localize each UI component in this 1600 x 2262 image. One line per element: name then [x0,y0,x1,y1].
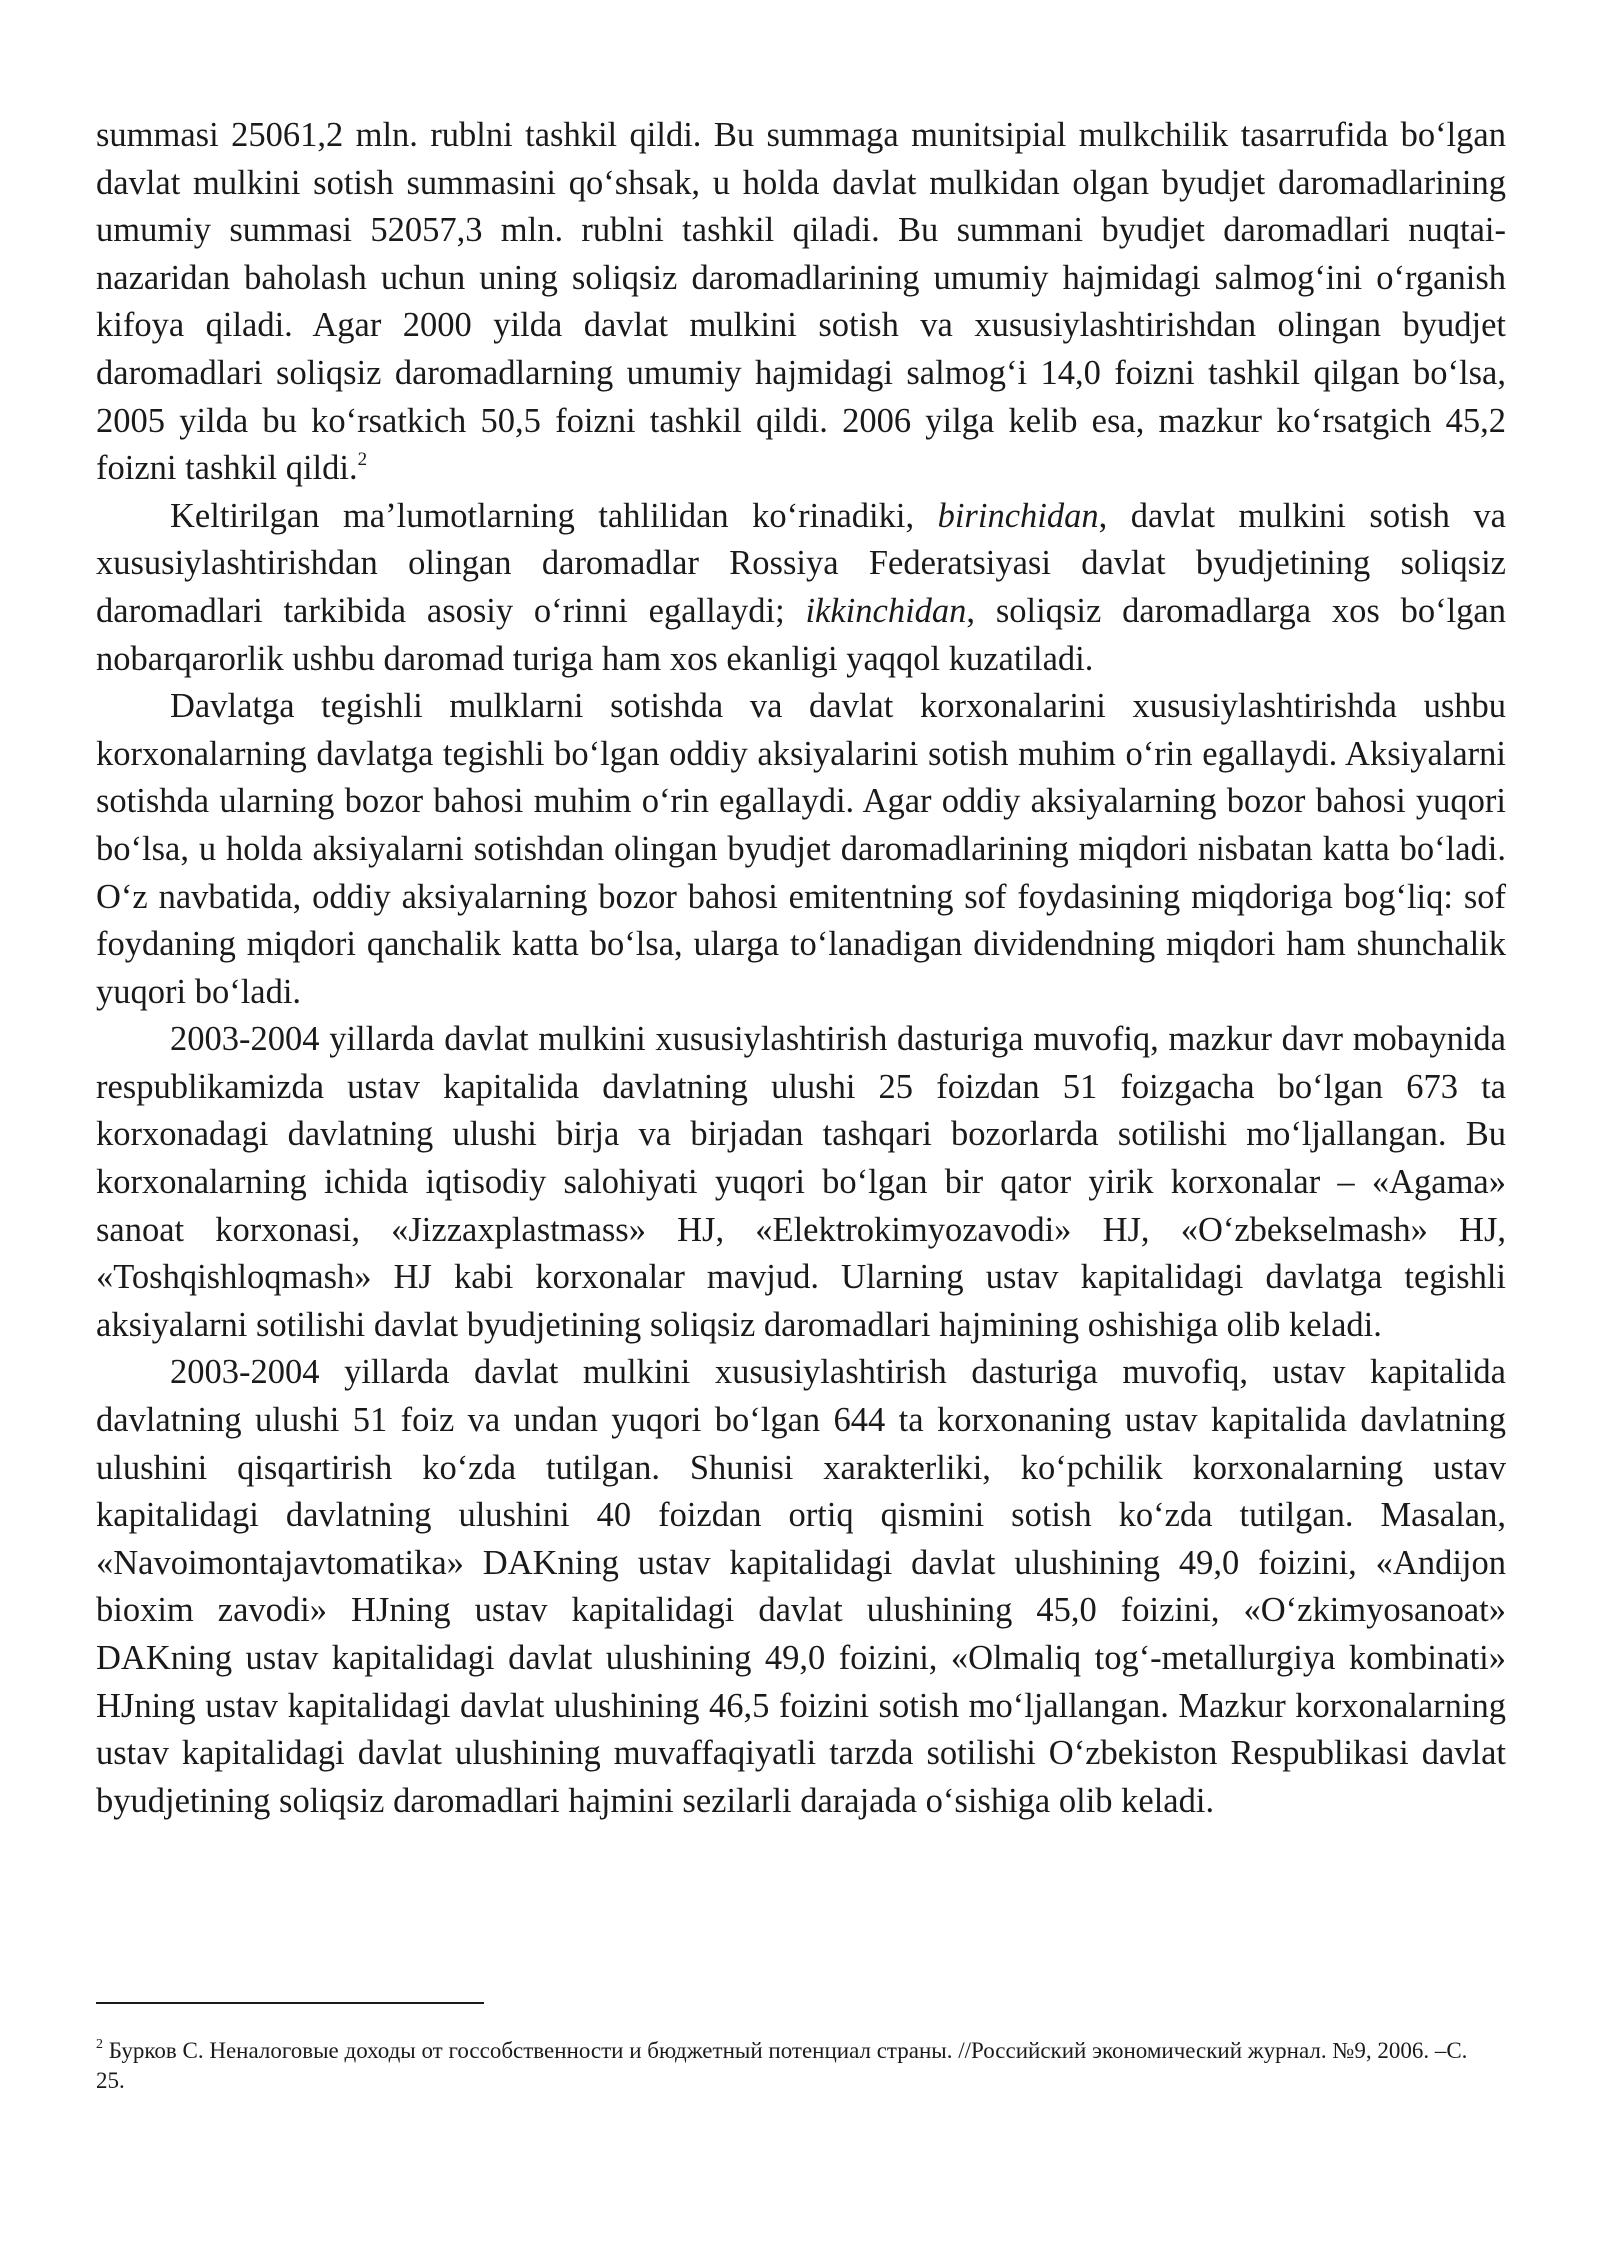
paragraph-2 [96,493,1506,683]
paragraph-2-emphasis-first: birinchidan [937,496,1099,535]
footnote-reference[interactable]: 2 [357,448,368,470]
footnote-number: 2 [96,2037,103,2053]
paragraph-2-text-c: , davlat mulkini sotish va xususiylashtirishdan olingan daromadlar Rossiya Federatsiyasi davlat byudjetining soliqsiz daromadlari tarkibida asosiy oʻrinni egallaydi; [96,496,1506,630]
footnote [96,2036,1496,2096]
document-body [96,112,1506,1825]
footnote-separator [96,2002,484,2004]
paragraph-5: 2003-2004 yillarda davlat mulkini xususiylashtirish dasturiga muvofiq, ustav kapitalida davlatning ulushi 51 foiz va undan yuqori boʻlgan 644 ta korxonaning ustav kapitalida davlatning ulushini qisqartirish koʻzda tutilgan. Shunisi xarakterliki, koʻpchilik korxonalarning ustav kapitalidagi davlatning ulushini 40 foizdan ortiq qismini sotish koʻzda tutilgan. Masalan, «Navoimontajavtomatika» DAKning ustav kapitalidagi davlat ulushining 49,0 foizini, «Andijon bioxim zavodi» HJning ustav kapitalidagi davlat ulushining 45,0 foizini, «Oʻzkimyosanoat» DAKning ustav kapitalidagi davlat ulushining 49,0 foizini, «Olmaliq togʻ-metallurgiya kombinati» HJning ustav kapitalidagi davlat ulushining 46,5 foizini sotish moʻljallangan. Mazkur korxonalarning ustav kapitalidagi davlat ulushining muvaffaqiyatli tarzda sotilishi Oʻzbekiston Respublikasi davlat byudjetining soliqsiz daromadlari hajmini sezilarli darajada oʻsishiga olib keladi. [96,1353,1506,1820]
paragraph-1-text: summasi 25061,2 mln. rublni tashkil qildi. Bu summaga munitsipial mulkchilik tasarrufida boʻlgan davlat mulkini sotish summasini qoʻshsak, u holda davlat mulkidan olgan byudjet daromadlarining umumiy summasi 52057,3 mln. rublni tashkil qiladi. Bu summani byudjet daromadlari nuqtai-nazaridan baholash uchun uning soliqsiz daromadlarining umumiy hajmidagi salmogʻini oʻrganish kifoya qiladi. Agar 2000 yilda davlat mulkini sotish va xususiylashtirishdan olingan byudjet daromadlari soliqsiz daromadlarning umumiy hajmidagi salmogʻi 14,0 foizni tashkil qilgan boʻlsa, 2005 yilda bu koʻrsatkich 50,5 foizni tashkil qildi. 2006 yilga kelib esa, mazkur koʻrsatgich 45,2 foizni tashkil qildi. [96,116,1506,488]
paragraph-3: Davlatga tegishli mulklarni sotishda va davlat korxonalarini xususiylashtirishda ushbu korxonalarning davlatga tegishli boʻlgan oddiy aksiyalarini sotish muhim oʻrin egallaydi. Aksiyalarni sotishda ularning bozor bahosi muhim oʻrin egallaydi. Agar oddiy aksiyalarning bozor bahosi yuqori boʻlsa, u holda aksiyalarni sotishdan olingan byudjet daromadlarining miqdori nisbatan katta boʻladi. Oʻz navbatida, oddiy aksiyalarning bozor bahosi emitentning sof foydasining miqdoriga bogʻliq: sof foydaning miqdori qanchalik katta boʻlsa, ularga toʻlanadigan dividendning miqdori ham shunchalik yuqori boʻladi. [96,687,1506,1011]
paragraph-2-emphasis-second: ikkinchidan [805,591,967,630]
paragraph-4: 2003-2004 yillarda davlat mulkini xususiylashtirish dasturiga muvofiq, mazkur davr mobaynida respublikamizda ustav kapitalida davlatning ulushi 25 foizdan 51 foizgacha boʻlgan 673 ta korxonadagi davlatning ulushi birja va birjadan tashqari bozorlarda sotilishi moʻljallangan. Bu korxonalarning ichida iqtisodiy salohiyati yuqori boʻlgan bir qator yirik korxonalar – «Agama» sanoat korxonasi, «Jizzaxplastmass» HJ, «Elektrokimyozavodi» HJ, «Oʻzbekselmash» HJ, «Toshqishloqmash» HJ kabi korxonalar mavjud. Ularning ustav kapitalidagi davlatga tegishli aksiyalarni sotilishi davlat byudjetining soliqsiz daromadlari hajmining oshishiga olib keladi. [96,1020,1506,1344]
paragraph-2-text-a: Keltirilgan maʼlumotlarning tahlilidan koʻrinadiki, [170,496,938,535]
footnote-text: Бурков С. Неналоговые доходы от госсобственности и бюджетный потенциал страны. //Российский экономический журнал. №9, 2006. –С. 25. [96,2038,1468,2093]
paragraph-2-text-e: , soliqsiz daromadlarga xos boʻlgan nobarqarorlik ushbu daromad turiga ham xos ekanligi yaqqol kuzatiladi. [96,591,1507,678]
paragraph-1 [96,112,1506,493]
